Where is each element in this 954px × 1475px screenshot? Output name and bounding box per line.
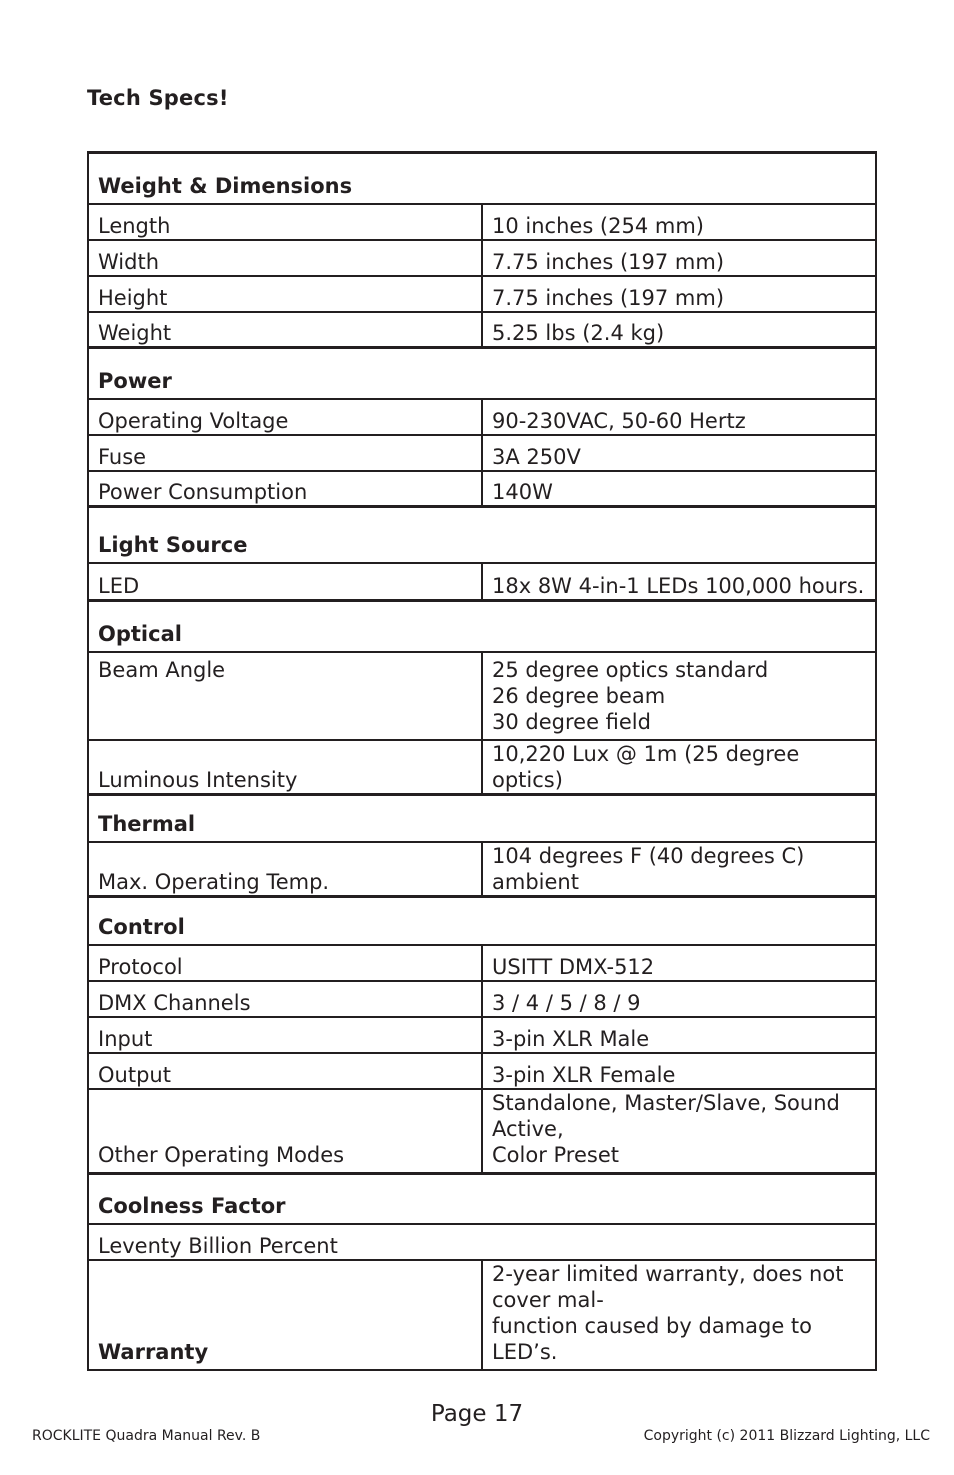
table-row: [88, 563, 876, 601]
spec-value: USITT DMX-512: [482, 945, 876, 981]
section-header-coolness-factor: [88, 1173, 876, 1224]
spec-value: 5.25 lbs (2.4 kg): [482, 312, 876, 348]
spec-value: 10,220 Lux @ 1m (25 degree optics): [482, 740, 876, 795]
tech-specs-table: [87, 151, 877, 1371]
section-header-control: [88, 897, 876, 945]
spec-label: Weight: [88, 312, 482, 348]
table-row: [88, 471, 876, 507]
spec-value: 3A 250V: [482, 435, 876, 471]
spec-label: Beam Angle: [88, 652, 482, 740]
table-row: [88, 1017, 876, 1053]
spec-label: Input: [88, 1017, 482, 1053]
table-row: [88, 240, 876, 276]
table-row: [88, 981, 876, 1017]
warranty-label: Warranty: [88, 1260, 482, 1370]
table-row: [88, 652, 876, 740]
spec-value: 3-pin XLR Female: [482, 1053, 876, 1089]
spec-value: 140W: [482, 471, 876, 507]
spec-value: 25 degree optics standard 26 degree beam 30 degree field: [482, 652, 876, 740]
table-row: [88, 312, 876, 348]
spec-label: Width: [88, 240, 482, 276]
spec-label: Power Consumption: [88, 471, 482, 507]
section-header-weight-dimensions: [88, 153, 876, 204]
section-heading: Control: [88, 897, 876, 945]
spec-label: Fuse: [88, 435, 482, 471]
table-row: [88, 1053, 876, 1089]
section-heading: Power: [88, 348, 876, 399]
spec-label: Protocol: [88, 945, 482, 981]
section-header-thermal: [88, 794, 876, 842]
spec-value: 3-pin XLR Male: [482, 1017, 876, 1053]
spec-label: Output: [88, 1053, 482, 1089]
spec-value: 7.75 inches (197 mm): [482, 276, 876, 312]
table-row: [88, 1224, 876, 1260]
spec-value: Standalone, Master/Slave, Sound Active, Color Preset: [482, 1089, 876, 1174]
table-row: [88, 740, 876, 795]
spec-value: 18x 8W 4-in-1 LEDs 100,000 hours.: [482, 563, 876, 601]
spec-label: Other Operating Modes: [88, 1089, 482, 1174]
spec-label: DMX Channels: [88, 981, 482, 1017]
spec-full-row: Leventy Billion Percent: [88, 1224, 876, 1260]
section-header-power: [88, 348, 876, 399]
page-number: Page 17: [430, 1401, 524, 1427]
table-row: [88, 435, 876, 471]
table-row: [88, 276, 876, 312]
spec-value: 90-230VAC, 50-60 Hertz: [482, 399, 876, 435]
spec-label: Height: [88, 276, 482, 312]
table-row: [88, 1089, 876, 1174]
table-row: [88, 204, 876, 240]
footer-manual-title: ROCKLITE Quadra Manual Rev. B: [32, 1428, 261, 1444]
warranty-value: 2-year limited warranty, does not cover mal- function caused by damage to LED’s.: [482, 1260, 876, 1370]
table-row: [88, 399, 876, 435]
section-heading: Coolness Factor: [88, 1173, 876, 1224]
section-heading: Light Source: [88, 507, 876, 563]
warranty-row: [88, 1260, 876, 1370]
footer-copyright: Copyright (c) 2011 Blizzard Lighting, LLC: [643, 1428, 930, 1444]
spec-value: 104 degrees F (40 degrees C) ambient: [482, 842, 876, 897]
section-heading: Weight & Dimensions: [88, 153, 876, 204]
spec-label: Operating Voltage: [88, 399, 482, 435]
spec-value: 3 / 4 / 5 / 8 / 9: [482, 981, 876, 1017]
spec-label: LED: [88, 563, 482, 601]
page-title: Tech Specs!: [87, 86, 229, 110]
spec-label: Length: [88, 204, 482, 240]
spec-label: Luminous Intensity: [88, 740, 482, 795]
spec-label: Max. Operating Temp.: [88, 842, 482, 897]
section-header-optical: [88, 601, 876, 652]
table-row: [88, 945, 876, 981]
table-row: [88, 842, 876, 897]
section-heading: Thermal: [88, 794, 876, 842]
section-header-light-source: [88, 507, 876, 563]
section-heading: Optical: [88, 601, 876, 652]
spec-value: 10 inches (254 mm): [482, 204, 876, 240]
spec-value: 7.75 inches (197 mm): [482, 240, 876, 276]
